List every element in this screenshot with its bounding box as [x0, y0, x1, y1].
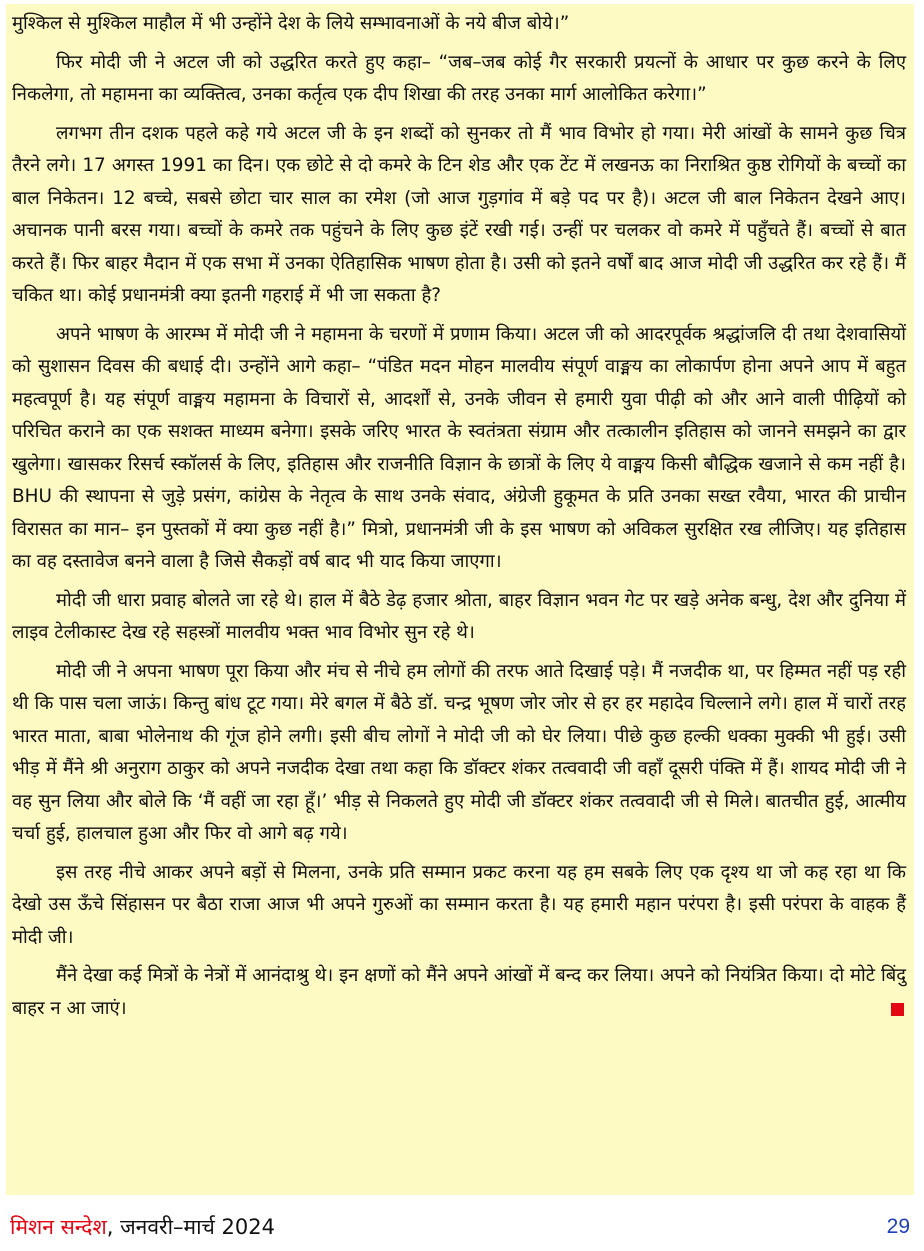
article-body: [6, 4, 914, 1195]
paragraph-7: इस तरह नीचे आकर अपने बड़ों से मिलना, उनके प्रति सम्मान प्रकट करना यह हम सबके लिए एक दृश्य था जो कह रहा था कि देखो उस ऊँचे सिंहासन पर बैठा राजा आज भी अपने गुरुओं का सम्मान करता है। यह हमारी महान परंपरा है। इसी परंपरा के वाहक हैं मोदी जी।: [12, 861, 906, 948]
page-number: 29: [886, 1215, 910, 1238]
end-mark-icon: [891, 1003, 904, 1016]
paragraph-3: लगभग तीन दशक पहले कहे गये अटल जी के इन शब्दों को सुनकर तो मैं भाव विभोर हो गया। मेरी आंखों के सामने कुछ चित्र तैरने लगे। 17 अगस्त 1991 का दिन। एक छोटे से दो कमरे के टिन शेड और एक टेंट में लखनऊ का निराश्रित कुष्ठ रोगियों के बच्चों का बाल निकेतन। 12 बच्चे, सबसे छोटा चार साल का रमेश (जो आज गुड़गांव में बड़े पद पर है)। अटल जी बाल निकेतन देखने आए। अचानक पानी बरस गया। बच्चों के कमरे तक पहुंचने के लिए कुछ इंटें रखी गई। उन्हीं पर चलकर वो कमरे में पहुँचते हैं। बच्चों से बात करते हैं। फिर बाहर मैदान में एक सभा में उनका ऐतिहासिक भाषण होता है। उसी को इतने वर्षों बाद आज मोदी जी उद्धरित कर रहे हैं। मैं चकित था। कोई प्रधानमंत्री क्या इतनी गहराई में भी जा सकता है?: [12, 122, 906, 306]
magazine-name: मिशन सन्देश: [10, 1215, 107, 1239]
paragraph-8: [12, 960, 906, 1025]
paragraph-5: मोदी जी धारा प्रवाह बोलते जा रहे थे। हाल में बैठे डेढ़ हजार श्रोता, बाहर विज्ञान भवन गेट पर खड़े अनेक बन्धु, देश और दुनिया में लाइव टेलीकास्ट देख रहे सहस्त्रों मालवीय भक्त भाव विभोर सुन रहे थे।: [12, 589, 906, 643]
page-footer: [10, 1209, 910, 1245]
paragraph-8-text: मैंने देखा कई मित्रों के नेत्रों में आनंदाश्रु थे। इन क्षणों को मैंने अपने आंखों में बन्द कर लिया। अपने को नियंत्रित किया। दो मोटे बिंदु बाहर न आ जाएं।: [12, 965, 906, 1019]
paragraph-6: मोदी जी ने अपना भाषण पूरा किया और मंच से नीचे हम लोगों की तरफ आते दिखाई पड़े। मैं नजदीक था, पर हिम्मत नहीं पड़ रही थी कि पास चला जाऊं। किन्तु बांध टूट गया। मेरे बगल में बैठे डॉ. चन्द्र भूषण जोर जोर से हर हर महादेव चिल्लाने लगे। हाल में चारों तरह भारत माता, बाबा भोलेनाथ की गूंज होने लगी। इसी बीच लोगों ने मोदी जी को घेर लिया। पीछे कुछ हल्की धक्का मुक्की भी हुई। उसी भीड़ में मैंने श्री अनुराग ठाकुर को अपने नजदीक देखा तथा कहा कि डॉक्टर शंकर तत्ववादी जी वहाँ दूसरी पंक्ति में हैं। शायद मोदी जी ने वह सुन लिया और बोले कि ‘मैं वहीं जा रहा हूँ।’ भीड़ से निकलते हुए मोदी जी डॉक्टर शंकर तत्ववादी जी से मिले। बातचीत हुई, आत्मीय चर्चा हुई, हालचाल हुआ और फिर वो आगे बढ़ गये।: [12, 660, 906, 844]
paragraph-4: अपने भाषण के आरम्भ में मोदी जी ने महामना के चरणों में प्रणाम किया। अटल जी को आदरपूर्वक श्रद्धांजलि दी तथा देशवासियों को सुशासन दिवस की बधाई दी। उन्होंने आगे कहा– “पंडित मदन मोहन मालवीय संपूर्ण वाङ्मय का लोकार्पण होना अपने आप में बहुत महत्वपूर्ण है। यह संपूर्ण वाङ्मय महामना के विचारों से, आदर्शों से, उनके जीवन से हमारी युवा पीढ़ी को और आने वाली पीढ़ियों को परिचित कराने का एक सशक्त माध्यम बनेगा। इसके जरिए भारत के स्वतंत्रता संग्राम और तत्कालीन इतिहास को जानने समझने का द्वार खुलेगा। खासकर रिसर्च स्कॉलर्स के लिए, इतिहास और राजनीति विज्ञान के छात्रों के लिए ये वाङ्मय किसी बौद्धिक खजाने से कम नहीं है। BHU की स्थापना से जुड़े प्रसंग, कांग्रेस के नेतृत्व के साथ उनके संवाद, अंग्रेजी हुकूमत के प्रति उनका सख्त रवैया, भारत की प्राचीन विरासत का मान– इन पुस्तकों में क्या कुछ नहीं है।” मित्रो, प्रधानमंत्री जी के इस भाषण को अविकल सुरक्षित रख लीजिए। यह इतिहास का वह दस्तावेज बनने वाला है जिसे सैकड़ों वर्ष बाद भी याद किया जाएगा।: [12, 323, 907, 572]
issue-date: , जनवरी–मार्च 2024: [106, 1215, 275, 1239]
paragraph-2: फिर मोदी जी ने अटल जी को उद्धरित करते हुए कहा– “जब–जब कोई गैर सरकारी प्रयत्नों के आधार पर कुछ करने के लिए निकलेगा, तो महामना का व्यक्तित्व, उनका कर्तृत्व एक दीप शिखा की तरह उनका मार्ग आलोकित करेगा।”: [12, 51, 906, 105]
paragraph-1: मुश्किल से मुश्किल माहौल में भी उन्होंने देश के लिये सम्भावनाओं के नये बीज बोये।”: [12, 13, 570, 34]
